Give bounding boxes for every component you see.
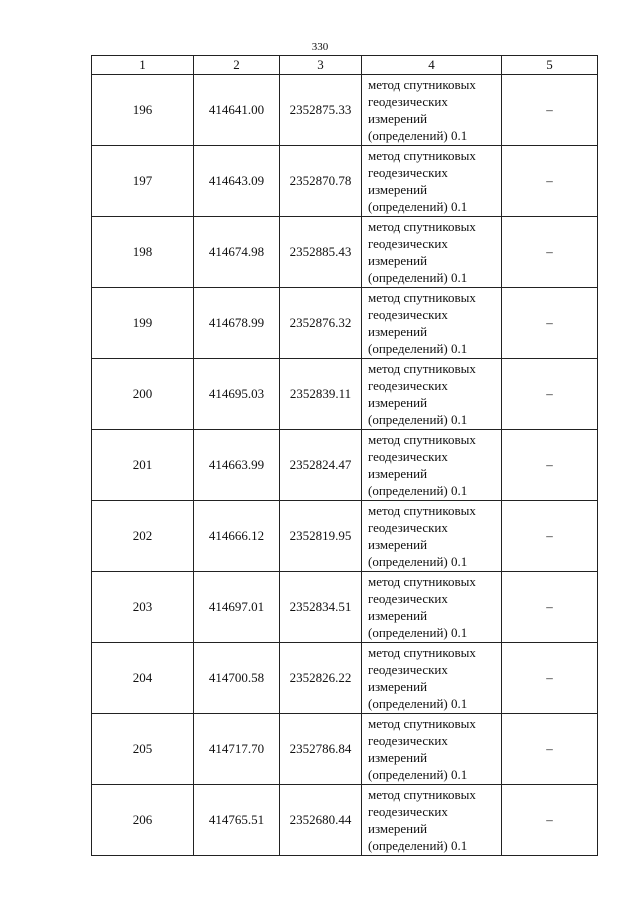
note-cell: – [502, 714, 598, 785]
table-row [92, 430, 598, 501]
method-cell: метод спутниковых геодезических измерений (определений) 0.1 [362, 643, 502, 714]
table-row [92, 146, 598, 217]
method-cell: метод спутниковых геодезических измерений (определений) 0.1 [362, 714, 502, 785]
page-number: 330 [311, 41, 329, 53]
table-row [92, 714, 598, 785]
note-cell: – [502, 217, 598, 288]
coordinates-table [91, 55, 598, 856]
y-coordinate-cell: 2352875.33 [280, 75, 362, 146]
method-cell: метод спутниковых геодезических измерений (определений) 0.1 [362, 146, 502, 217]
x-coordinate-cell: 414695.03 [194, 359, 280, 430]
point-number-cell: 203 [92, 572, 194, 643]
y-coordinate-cell: 2352876.32 [280, 288, 362, 359]
table-row [92, 785, 598, 856]
x-coordinate-cell: 414765.51 [194, 785, 280, 856]
method-cell: метод спутниковых геодезических измерений (определений) 0.1 [362, 359, 502, 430]
table-row [92, 217, 598, 288]
note-cell: – [502, 359, 598, 430]
y-coordinate-cell: 2352870.78 [280, 146, 362, 217]
note-cell: – [502, 75, 598, 146]
column-header-5: 5 [502, 56, 598, 75]
y-coordinate-cell: 2352680.44 [280, 785, 362, 856]
note-cell: – [502, 146, 598, 217]
point-number-cell: 204 [92, 643, 194, 714]
x-coordinate-cell: 414666.12 [194, 501, 280, 572]
x-coordinate-cell: 414697.01 [194, 572, 280, 643]
y-coordinate-cell: 2352786.84 [280, 714, 362, 785]
table-row [92, 572, 598, 643]
point-number-cell: 196 [92, 75, 194, 146]
note-cell: – [502, 572, 598, 643]
y-coordinate-cell: 2352826.22 [280, 643, 362, 714]
y-coordinate-cell: 2352839.11 [280, 359, 362, 430]
method-cell: метод спутниковых геодезических измерений (определений) 0.1 [362, 430, 502, 501]
point-number-cell: 202 [92, 501, 194, 572]
method-cell: метод спутниковых геодезических измерений (определений) 0.1 [362, 572, 502, 643]
point-number-cell: 206 [92, 785, 194, 856]
y-coordinate-cell: 2352824.47 [280, 430, 362, 501]
table-row [92, 643, 598, 714]
note-cell: – [502, 288, 598, 359]
table-row [92, 501, 598, 572]
point-number-cell: 197 [92, 146, 194, 217]
x-coordinate-cell: 414674.98 [194, 217, 280, 288]
y-coordinate-cell: 2352819.95 [280, 501, 362, 572]
x-coordinate-cell: 414643.09 [194, 146, 280, 217]
column-header-1: 1 [92, 56, 194, 75]
column-header-2: 2 [194, 56, 280, 75]
method-cell: метод спутниковых геодезических измерений (определений) 0.1 [362, 785, 502, 856]
method-cell: метод спутниковых геодезических измерений (определений) 0.1 [362, 288, 502, 359]
point-number-cell: 205 [92, 714, 194, 785]
point-number-cell: 199 [92, 288, 194, 359]
column-header-4: 4 [362, 56, 502, 75]
point-number-cell: 200 [92, 359, 194, 430]
note-cell: – [502, 785, 598, 856]
table-row [92, 75, 598, 146]
x-coordinate-cell: 414663.99 [194, 430, 280, 501]
note-cell: – [502, 501, 598, 572]
method-cell: метод спутниковых геодезических измерений (определений) 0.1 [362, 217, 502, 288]
x-coordinate-cell: 414700.58 [194, 643, 280, 714]
y-coordinate-cell: 2352885.43 [280, 217, 362, 288]
point-number-cell: 201 [92, 430, 194, 501]
point-number-cell: 198 [92, 217, 194, 288]
note-cell: – [502, 643, 598, 714]
column-header-3: 3 [280, 56, 362, 75]
y-coordinate-cell: 2352834.51 [280, 572, 362, 643]
note-cell: – [502, 430, 598, 501]
table-row [92, 359, 598, 430]
method-cell: метод спутниковых геодезических измерений (определений) 0.1 [362, 75, 502, 146]
method-cell: метод спутниковых геодезических измерений (определений) 0.1 [362, 501, 502, 572]
table-body [92, 75, 598, 856]
x-coordinate-cell: 414717.70 [194, 714, 280, 785]
x-coordinate-cell: 414678.99 [194, 288, 280, 359]
table-header-row [92, 56, 598, 75]
table-row [92, 288, 598, 359]
x-coordinate-cell: 414641.00 [194, 75, 280, 146]
